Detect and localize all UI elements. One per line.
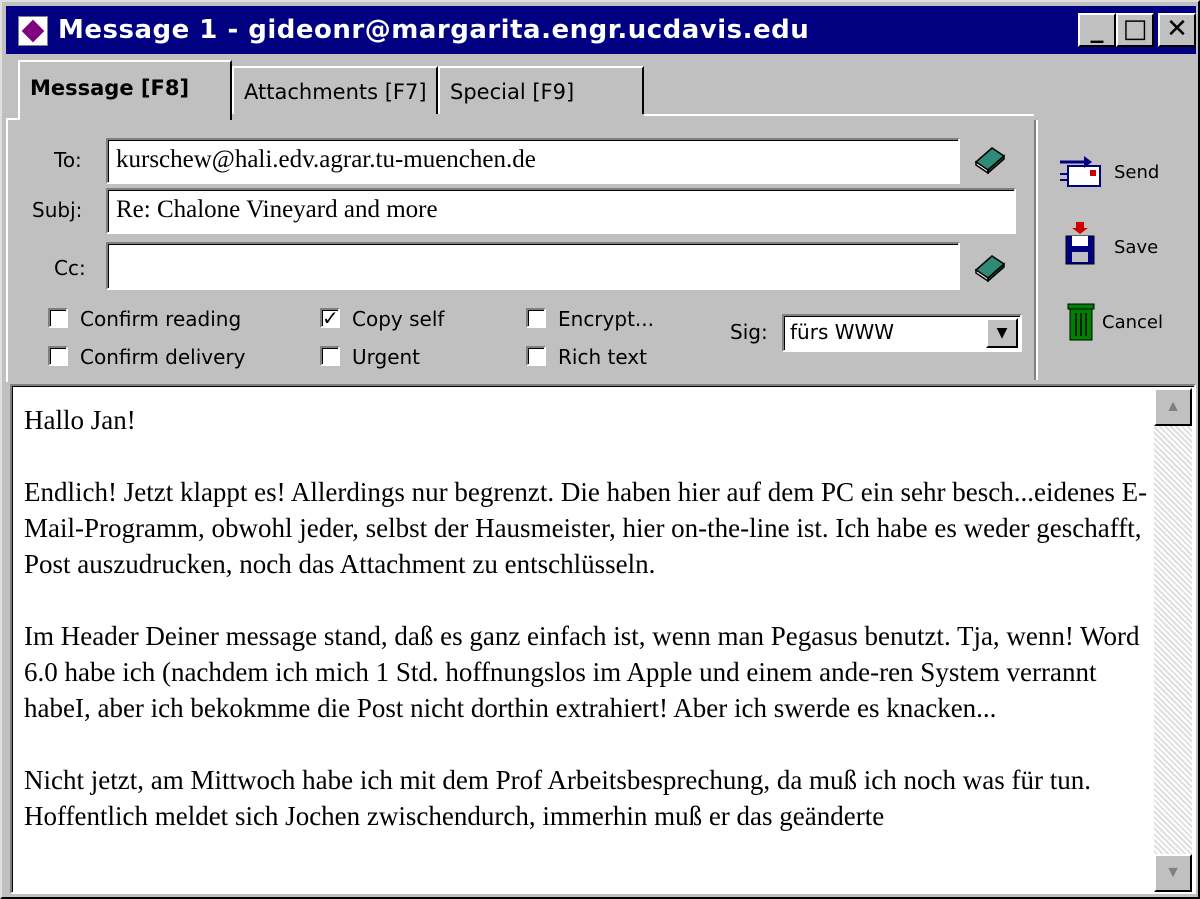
confirm-delivery-checkbox[interactable] bbox=[48, 346, 68, 366]
chevron-down-icon[interactable]: ▼ bbox=[986, 318, 1018, 348]
sig-label: Sig: bbox=[730, 320, 768, 344]
cc-field[interactable] bbox=[106, 242, 960, 290]
tab-attachments-label: Attachments [F7] bbox=[244, 80, 427, 104]
encrypt-checkbox[interactable] bbox=[526, 308, 546, 328]
save-button[interactable]: Save bbox=[1114, 237, 1159, 258]
message-body[interactable] bbox=[10, 384, 1196, 894]
body-paragraph: Hallo Jan! bbox=[24, 405, 136, 435]
send-icon[interactable] bbox=[1060, 154, 1104, 190]
tab-message-label: Message [F8] bbox=[30, 76, 190, 100]
title-bar[interactable] bbox=[6, 6, 1196, 54]
copy-self-checkbox[interactable]: ✓ bbox=[322, 306, 339, 330]
body-paragraph: Endlich! Jetzt klappt es! Allerdings nur begrenzt. Die haben hier auf dem PC ein sehr besch...eidenes E-Mail-Programm, obwohl jeder, selbst der Hausmeister, hier on-the-line ist. Ich habe es weder geschafft, Post auszudrucken, noch das Attachment zu entschlüsseln. bbox=[24, 477, 1148, 579]
vertical-scrollbar[interactable] bbox=[1154, 388, 1192, 892]
message-text[interactable] bbox=[24, 402, 1154, 870]
urgent-checkbox[interactable] bbox=[320, 346, 340, 366]
window-title: Message 1 - gideonr@margarita.engr.ucdavis.edu bbox=[58, 15, 810, 45]
signature-select[interactable] bbox=[782, 314, 1022, 352]
scroll-up-button[interactable]: ▲ bbox=[1154, 388, 1192, 426]
urgent-label: Urgent bbox=[352, 345, 421, 369]
subject-field[interactable]: Re: Chalone Vineyard and more bbox=[106, 188, 1016, 234]
to-field[interactable]: kurschew@hali.edv.agrar.tu-muenchen.de bbox=[106, 138, 960, 184]
tab-special-label: Special [F9] bbox=[450, 80, 575, 104]
tab-attachments[interactable] bbox=[232, 66, 438, 114]
maximize-button[interactable]: □ bbox=[1116, 13, 1154, 47]
trash-icon[interactable] bbox=[1066, 302, 1096, 342]
save-icon[interactable] bbox=[1064, 222, 1096, 266]
scroll-down-button[interactable]: ▼ bbox=[1154, 854, 1192, 892]
tab-special[interactable] bbox=[438, 66, 644, 114]
tab-message[interactable] bbox=[18, 60, 232, 120]
to-label: To: bbox=[54, 148, 82, 172]
subj-label: Subj: bbox=[32, 198, 83, 222]
panel-divider-highlight bbox=[1036, 120, 1038, 380]
signature-value: fürs WWW bbox=[790, 320, 895, 344]
tab-panel-edge-right bbox=[644, 114, 1034, 116]
cc-label: Cc: bbox=[54, 256, 86, 280]
body-paragraph: Nicht jetzt, am Mittwoch habe ich mit dem Prof Arbeitsbesprechung, da muß ich noch was für tun. Hoffentlich meldet sich Jochen zwischendurch, immerhin muß er das geänderte bbox=[24, 765, 1092, 831]
cc-address-book-icon[interactable] bbox=[972, 252, 1006, 282]
rich-text-label: Rich text bbox=[558, 345, 647, 369]
close-button[interactable]: ✕ bbox=[1158, 13, 1196, 47]
confirm-reading-checkbox[interactable] bbox=[48, 308, 68, 328]
send-button[interactable]: Send bbox=[1114, 162, 1160, 183]
app-icon[interactable] bbox=[18, 16, 48, 46]
confirm-delivery-label: Confirm delivery bbox=[80, 345, 246, 369]
body-paragraph: Im Header Deiner message stand, daß es ganz einfach ist, wenn man Pegasus benutzt. Tja, wenn! Word 6.0 habe ich (nachdem ich mich 1 Std. hoffnungslos im Apple und einem ande-ren System verrannt habeI, aber ich bekokmme die Post nicht dorthin extrahiert! Aber ich swerde es knacken... bbox=[24, 621, 1140, 723]
confirm-reading-label: Confirm reading bbox=[80, 307, 242, 331]
encrypt-label: Encrypt... bbox=[558, 307, 654, 331]
cancel-button[interactable]: Cancel bbox=[1102, 312, 1163, 333]
address-book-icon[interactable] bbox=[972, 144, 1006, 174]
minimize-button[interactable]: _ bbox=[1078, 13, 1116, 47]
copy-self-label: Copy self bbox=[352, 307, 445, 331]
rich-text-checkbox[interactable] bbox=[526, 346, 546, 366]
panel-left-edge bbox=[6, 118, 8, 382]
